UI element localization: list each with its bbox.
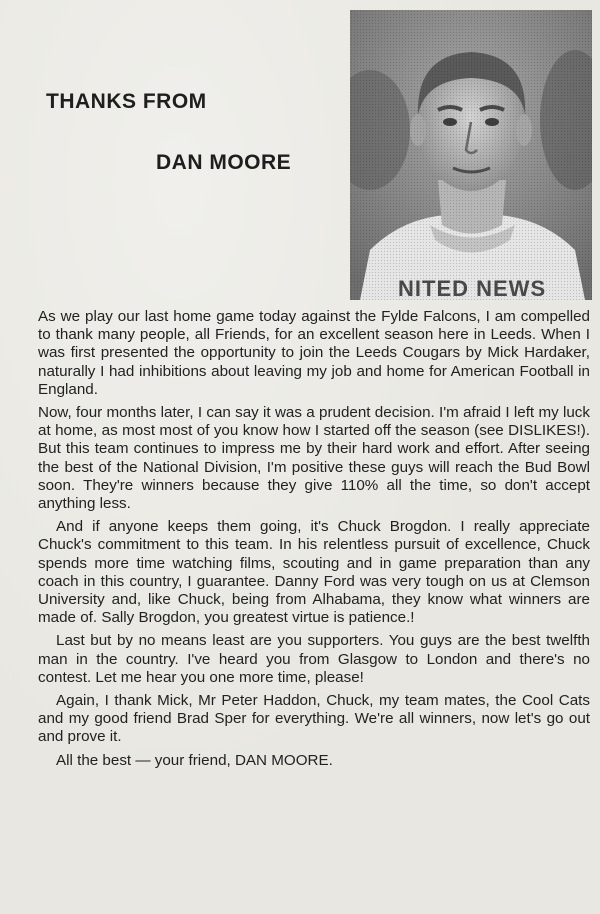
paragraph-2: Now, four months later, I can say it was a prudent decision. I'm afraid I left my luck at home, as most most of you know how I started off the season (see DISLIKES!). But this team continues to impress me by their hard work and effort. After seeing the best of the National Division, I'm positive these guys will reach the Bud Bowl soon. They're winners because they give 110% all the time, so don't accept anything less. [38, 404, 590, 513]
heading-thanks-from: THANKS FROM [46, 90, 207, 113]
portrait-photo-image [350, 10, 592, 300]
paragraph-1: As we play our last home game today against the Fylde Falcons, I am compelled to thank many people, all Friends, for an excellent season here in Leeds. When I was first presented the opportunity to join the Leeds Cougars by Mick Hardaker, naturally I had inhibitions about leaving my job and home for American Football in England. [38, 308, 590, 398]
paragraph-4: Last but by no means least are you supporters. You guys are the best twelfth man in the country. I've heard you from Glasgow to London and there's no contest. Let me hear you one more time, please! [38, 632, 590, 686]
paragraph-6-signoff: All the best — your friend, DAN MOORE. [56, 751, 333, 769]
paragraph-3: And if anyone keeps them going, it's Chuck Brogdon. I really appreciate Chuck's commitment to this team. In his relentless pursuit of excellence, Chuck spends more time watching films, scouting and in game preparation than any coach in this country, I guarantee. Danny Ford was very tough on us at Clemson University and, like Chuck, being from Alhabama, they know what winners are made of. Sally Brogdon, you greatest virtue is patience.! [38, 518, 590, 627]
portrait-photo [350, 10, 592, 300]
letter-body [38, 308, 590, 775]
heading-dan-moore: DAN MOORE [156, 151, 292, 174]
paragraph-5: Again, I thank Mick, Mr Peter Haddon, Chuck, my team mates, the Cool Cats and my good friend Brad Sper for everything. We're all winners, now let's go out and prove it. [38, 692, 590, 746]
